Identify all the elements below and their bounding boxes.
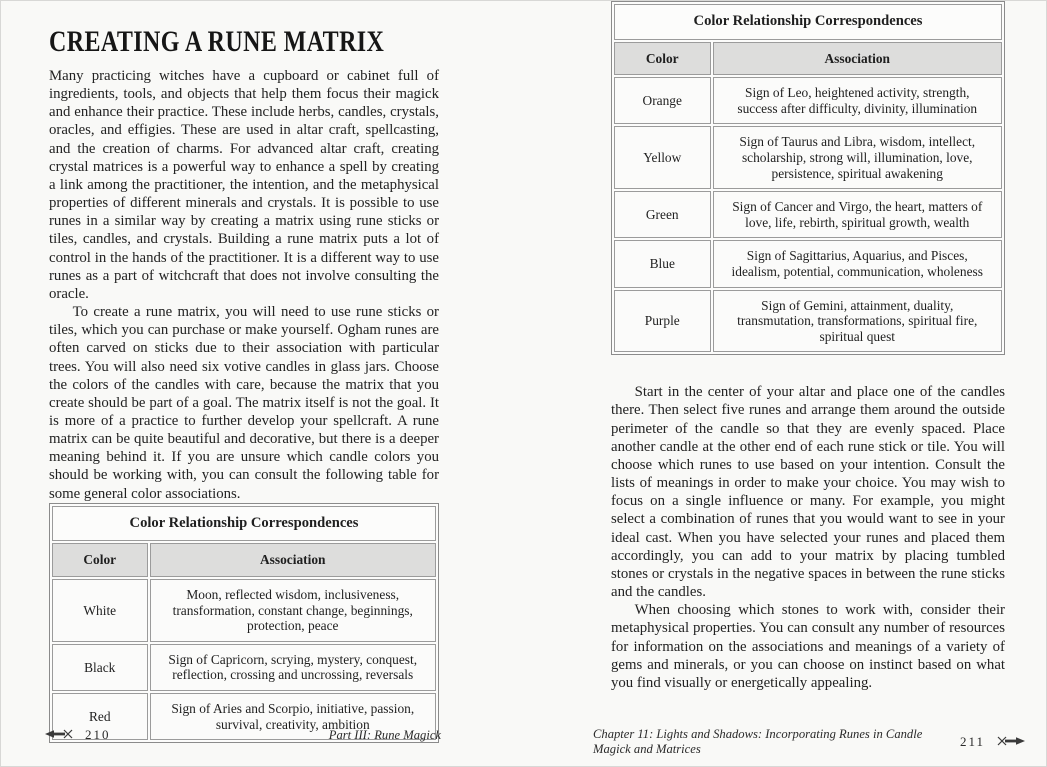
column-header-color: Color — [614, 42, 711, 76]
page-number: 210 — [85, 727, 111, 742]
column-header-association: Association — [150, 543, 437, 577]
color-cell: Red — [52, 693, 148, 740]
arrow-left-ornament-icon — [45, 728, 73, 743]
table-title: Color Relationship Correspondences — [614, 4, 1002, 40]
table-row — [614, 126, 1002, 189]
color-cell: Black — [52, 644, 148, 691]
column-header-association: Association — [713, 42, 1003, 76]
table-title-row — [614, 4, 1002, 40]
chapter-running-head: Chapter 11: Lights and Shadows: Incorporating Runes in Candle Magick and Matrices — [593, 727, 923, 756]
color-correspondences-table-left — [49, 503, 439, 743]
table-row — [614, 77, 1002, 124]
table-header-row — [52, 543, 436, 577]
color-cell: Green — [614, 191, 711, 238]
color-cell: Purple — [614, 290, 711, 353]
association-cell: Sign of Gemini, attainment, duality, transmutation, transformations, spiritual fire, spiritual quest — [713, 290, 1003, 353]
color-cell: Yellow — [614, 126, 711, 189]
table-title: Color Relationship Correspondences — [52, 506, 436, 542]
table-row — [52, 644, 436, 691]
table-row — [614, 240, 1002, 287]
left-page — [49, 1, 439, 743]
color-cell: Blue — [614, 240, 711, 287]
right-page-footer — [593, 727, 1025, 757]
page-number: 211 — [959, 734, 985, 749]
table-header-row — [614, 42, 1002, 76]
column-header-color: Color — [52, 543, 148, 577]
association-cell: Sign of Cancer and Virgo, the heart, matters of love, life, rebirth, spiritual growth, wealth — [713, 191, 1003, 238]
right-paragraph-1: Start in the center of your altar and place one of the candles there. Then select five runes and arrange them around the outside perimeter of the candle so that they are evenly spaced. Place another candle at the other end of each rune stick or tile. You will choose which runes to use based on your intention. Consult the lists of meanings in order to make your choice. You may wish to focus on a single influence or many. For example, you might select a combination of runes that you would want to see in your ideal cast. When you have selected your runes and placed them accordingly, you can add to your matrix by placing tumbled stones or crystals in the negative spaces in between the rune sticks and the candles. — [611, 384, 1005, 601]
association-cell: Sign of Sagittarius, Aquarius, and Pisces, idealism, potential, communication, wholeness — [713, 240, 1003, 287]
part-running-head: Part III: Rune Magick — [328, 727, 441, 742]
section-title: CREATING A RUNE MATRIX — [49, 25, 385, 58]
table-row — [614, 191, 1002, 238]
association-cell: Sign of Aries and Scorpio, initiative, passion, survival, creativity, ambition — [150, 693, 437, 740]
left-paragraph-1: Many practicing witches have a cupboard or cabinet full of ingredients, tools, and objects that help them focus their magick and enhance their practice. These include herbs, candles, crystals, oracles, and effigies. These are used in altar craft, spellcasting, and the creation of charms. For advanced altar craft, creating crystal matrices is a powerful way to enhance a spell by creating a link among the practitioner, the intention, and the metaphysical properties of different minerals and crystals. It is possible to use runes in a similar way by creating a matrix using rune sticks or tiles, candles, and crystals. Building a rune matrix puts a lot of control in the hands of the practitioner. It is a different way to use runes as a part of witchcraft that does not involve consulting the oracle. — [49, 68, 439, 302]
right-paragraph-2: When choosing which stones to work with, consider their metaphysical properties. You can consult any number of resources for information on the associations and meanings of a variety of gems and minerals, or you can choose on instinct based on what you find visually or energetically appealing. — [611, 602, 1005, 691]
association-cell: Sign of Leo, heightened activity, strength, success after difficulty, divinity, illumination — [713, 77, 1003, 124]
right-page — [611, 1, 1005, 692]
table-row — [52, 579, 436, 642]
color-cell: Orange — [614, 77, 711, 124]
association-cell: Moon, reflected wisdom, inclusiveness, transformation, constant change, beginnings, protection, peace — [150, 579, 437, 642]
association-cell: Sign of Taurus and Libra, wisdom, intellect, scholarship, strong will, illumination, love, persistence, spiritual awakening — [713, 126, 1003, 189]
left-page-footer — [45, 727, 441, 743]
association-cell: Sign of Capricorn, scrying, mystery, conquest, reflection, crossing and uncrossing, reversals — [150, 644, 437, 691]
table-row — [614, 290, 1002, 353]
left-paragraph-2: To create a rune matrix, you will need to use rune sticks or tiles, which you can purchase or make yourself. Ogham runes are often carved on sticks due to their association with particular trees. You will also need six votive candles in glass jars. Choose the colors of the candles with care, because the matrix that you create should be part of a goal. The matrix itself is not the goal. It is more of a practice to further develop your spellcraft. A rune matrix can be quite beautiful and decorative, but there is a deeper meaning behind it. If you are unsure which candle colors you should be working with, you can consult the following table for some general color associations. — [49, 304, 439, 502]
arrow-right-ornament-icon — [997, 735, 1025, 750]
color-correspondences-table-right — [611, 1, 1005, 355]
table-title-row — [52, 506, 436, 542]
color-cell: White — [52, 579, 148, 642]
